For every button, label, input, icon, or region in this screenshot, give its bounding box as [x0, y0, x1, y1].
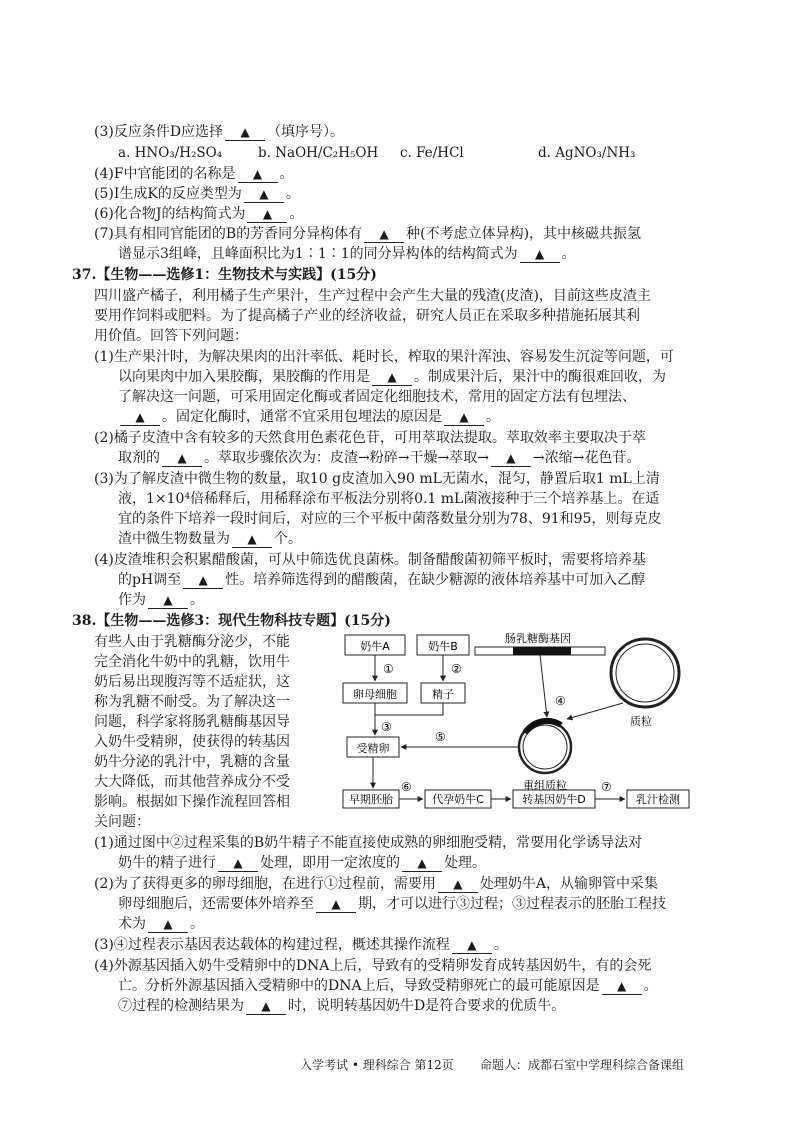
sperm-box: [421, 683, 465, 703]
q38-intro-line: 入奶牛受精卵，使获得的转基因: [94, 734, 290, 750]
sperm-label: 精子: [432, 688, 454, 701]
q37-part2-line1: (2)橘子皮渣中含有较多的天然食用色素花色苷，可用萃取法提取。萃取效率主要取决于萃: [94, 430, 646, 446]
q37-part1-line3: 了解决这一问题，可采用固定化酶或者固定化细胞技术，常用的固定方法有包埋法、: [118, 389, 636, 405]
q37-part1-line4: ▲ 。固定化酶时，通常不宜采用包埋法的原因是 ▲ 。: [118, 407, 500, 427]
q36-part4: (4)F中官能团的名称是 ▲ 。: [94, 166, 294, 182]
q37-part3-line2: 液，1×10⁴倍稀释后，用稀释涂布平板法分别将0.1 mL菌液接种于三个培养基上。在适: [118, 491, 660, 507]
oocyte-label: 卵母细胞: [353, 688, 397, 701]
cow-a-label: 奶牛A: [360, 640, 390, 653]
early-embryo-label: 早期胚胎: [349, 793, 393, 806]
q38-part2-line3: 术为 ▲ 。: [118, 916, 204, 932]
answer-blank: ▲: [452, 937, 492, 954]
q38-intro-line: 完全消化牛奶中的乳糖，饮用牛: [94, 654, 290, 670]
cow-b-box: [417, 635, 469, 655]
q38-part4-line2: 亡。分析外源基因插入受精卵中的DNA上后，导致受精卵死亡的最可能原因是 ▲ 。: [118, 978, 658, 994]
step-3-label: ③: [381, 720, 392, 734]
q38-part1-line1: (1)通过图中②过程采集的B奶牛精子不能直接使成熟的卵细胞受精，常要用化学诱导法对: [94, 835, 643, 851]
recombinant-plasmid-label: 重组质粒: [523, 779, 567, 792]
q38-intro-line: 影响。根据如下操作流程回答相: [94, 794, 290, 810]
q38-intro-line: 称为乳糖不耐受。为了解决这一: [94, 694, 290, 710]
milk-test-box: [627, 790, 689, 808]
answer-blank: ▲: [232, 531, 272, 548]
plasmid-label: 质粒: [630, 715, 652, 728]
q37-intro-line3: 用价值。回答下列问题：: [94, 328, 248, 344]
q37-part3-line4: 渣中微生物数量为 ▲ 个。: [118, 531, 302, 547]
q38-intro-line: 问题，科学家将肠乳糖酶基因导: [94, 714, 290, 730]
merge-connector: [375, 703, 443, 715]
answer-blank: ▲: [372, 369, 412, 386]
zygote-box: [347, 737, 399, 757]
step-4-label: ④: [555, 694, 566, 708]
answer-blank: ▲: [247, 206, 287, 223]
q38-intro-line: 关问题：: [94, 814, 150, 830]
q37-part3-line1: (3)为了解皮渣中微生物的数量，取10 g皮渣加入90 mL无菌水，混匀，静置后取1 mL上清: [94, 471, 660, 487]
step-5-label: ⑤: [435, 730, 446, 744]
answer-blank: ▲: [491, 450, 531, 467]
surrogate-cow-label: 代孕奶牛C: [432, 793, 484, 806]
surrogate-cow-box: [425, 790, 491, 808]
q38-part3-line1: (3)④过程表示基因表达载体的构建过程，概述其操作流程 ▲ 。: [94, 937, 508, 953]
step-6-label: ⑥: [401, 780, 412, 794]
q36-part3: (3)反应条件D应选择 ▲ （填序号）。: [94, 124, 345, 140]
gene-to-recombinant-arrow: [540, 655, 547, 717]
q38-title: 38.【生物——选修3：现代生物科技专题】(15分): [72, 613, 391, 629]
lactase-gene-segment: [513, 647, 571, 655]
q37-part2-line2: 取剂的 ▲ 。萃取步骤依次为：皮渣→粉碎→干燥→萃取→ ▲ →浓缩→花色苷。: [118, 450, 641, 466]
q36-part7-line2: 谱显示3组峰，且峰面积比为1∶1∶1的同分异构体的结构简式为 ▲ 。: [118, 246, 576, 262]
plasmid-inner-ring: [616, 644, 674, 702]
step-2-label: ②: [451, 662, 462, 676]
answer-blank: ▲: [438, 876, 478, 893]
answer-blank: ▲: [218, 855, 258, 872]
transgenic-cow-flow-diagram: [335, 625, 720, 810]
answer-blank: ▲: [148, 916, 188, 933]
q38-intro-line: 有些人由于乳糖酶分泌少，不能: [94, 634, 290, 650]
q38-part2-line2: 卵母细胞后，还需要体外培养至 ▲ 期，才可以进行③过程；③过程表示的胚胎工程技: [118, 896, 666, 912]
plasmid-outer-ring: [611, 639, 679, 707]
answer-blank: ▲: [364, 226, 404, 243]
answer-blank: ▲: [444, 409, 484, 426]
q38-part4-line3: ⑦过程的检测结果为 ▲ 时，说明转基因奶牛D是符合要求的优质牛。: [118, 998, 566, 1014]
q37-part4-line3: 作为 ▲ 。: [118, 592, 204, 608]
step-7-label: ⑦: [601, 780, 612, 794]
early-embryo-box: [343, 790, 399, 808]
q38-part1-line2: 奶牛的精子进行 ▲ 处理，即用一定浓度的 ▲ 处理。: [118, 855, 486, 871]
q37-part1-line2: 以向果肉中加入果胶酶，果胶酶的作用是 ▲ 。制成果汁后，果汁中的酶很难回收，为: [118, 369, 666, 385]
answer-blank: ▲: [238, 166, 278, 183]
q36-option-d: d. AgNO₃/NH₃: [538, 145, 636, 161]
page-footer-left: 入学考试 • 理科综合 第12页: [300, 1058, 454, 1072]
q38-part2-line1: (2)为了获得更多的卵母细胞，在进行①过程前，需要用 ▲ 处理奶牛A，从输卵管中采集: [94, 876, 658, 892]
q36-option-a: a. HNO₃/H₂SO₄: [118, 145, 223, 161]
q38-intro-line: 奶牛分泌的乳汁中，乳糖的含量: [94, 754, 290, 770]
q38-intro-line: 奶后易出现腹泻等不适症状，这: [94, 674, 290, 690]
q38-part4-line1: (4)外源基因插入奶牛受精卵中的DNA上后，导致有的受精卵发育成转基因奶牛，有的会死: [94, 958, 652, 974]
q36-part6: (6)化合物J的结构简式为 ▲ 。: [94, 206, 304, 222]
q36-part7-line1: (7)具有相同官能团的B的芳香同分异构体有 ▲ 种(不考虑立体异构)，其中核磁共振氢: [94, 226, 642, 242]
q37-intro-line1: 四川盛产橘子，利用橘子生产果汁，生产过程中会产生大量的残渣(皮渣)，目前这些皮渣主: [94, 288, 651, 304]
lactase-gene-label: 肠乳糖酶基因: [505, 632, 571, 645]
oocyte-box: [343, 683, 407, 703]
answer-blank: ▲: [244, 186, 284, 203]
q38-intro-line: 大大降低，而其他营养成分不受: [94, 774, 290, 790]
cow-a-box: [345, 635, 405, 655]
answer-blank: ▲: [402, 855, 442, 872]
q36-part5: (5)I生成K的反应类型为 ▲ 。: [94, 186, 300, 202]
milk-test-label: 乳汁检测: [636, 793, 680, 806]
answer-blank: ▲: [316, 896, 356, 913]
answer-blank: ▲: [602, 978, 642, 995]
answer-blank: ▲: [120, 409, 160, 426]
step-1-label: ①: [383, 662, 394, 676]
answer-blank: ▲: [225, 124, 265, 141]
q37-part1-line1: (1)生产果汁时，为解决果肉的出汁率低、耗时长，榨取的果汁浑浊、容易发生沉淀等问题，可: [94, 349, 674, 365]
transgenic-cow-label: 转基因奶牛D: [522, 793, 586, 806]
zygote-label: 受精卵: [356, 742, 390, 755]
transgenic-cow-box: [513, 790, 595, 808]
q37-title: 37.【生物——选修1：生物技术与实践】(15分): [72, 267, 377, 283]
plasmid-to-recombinant-arrow: [567, 703, 623, 719]
q36-option-c: c. Fe/HCl: [400, 145, 464, 161]
q36-option-b: b. NaOH/C₂H₅OH: [258, 145, 379, 161]
page-footer-right: 命题人：成都石室中学理科综合备课组: [480, 1058, 685, 1072]
answer-blank: ▲: [246, 998, 286, 1015]
answer-blank: ▲: [162, 450, 202, 467]
answer-blank: ▲: [183, 572, 223, 589]
q37-part4-line2: 的pH调至 ▲ 性。培养筛选得到的醋酸菌，在缺少糖源的液体培养基中可加入乙醇: [118, 572, 646, 588]
answer-blank: ▲: [148, 592, 188, 609]
cow-b-label: 奶牛B: [428, 640, 458, 653]
q37-part4-line1: (4)皮渣堆积会积累醋酸菌，可从中筛选优良菌株。制备醋酸菌初筛平板时，需要将培养基: [94, 552, 646, 568]
q37-intro-line2: 要用作饲料或肥料。为了提高橘子产业的经济收益，研究人员正在采取多种措施拓展其利: [94, 308, 640, 324]
q37-part3-line3: 宜的条件下培养一段时间后，对应的三个平板中菌落数量分别为78、91和95，则每克皮: [118, 511, 662, 527]
answer-blank: ▲: [520, 246, 560, 263]
